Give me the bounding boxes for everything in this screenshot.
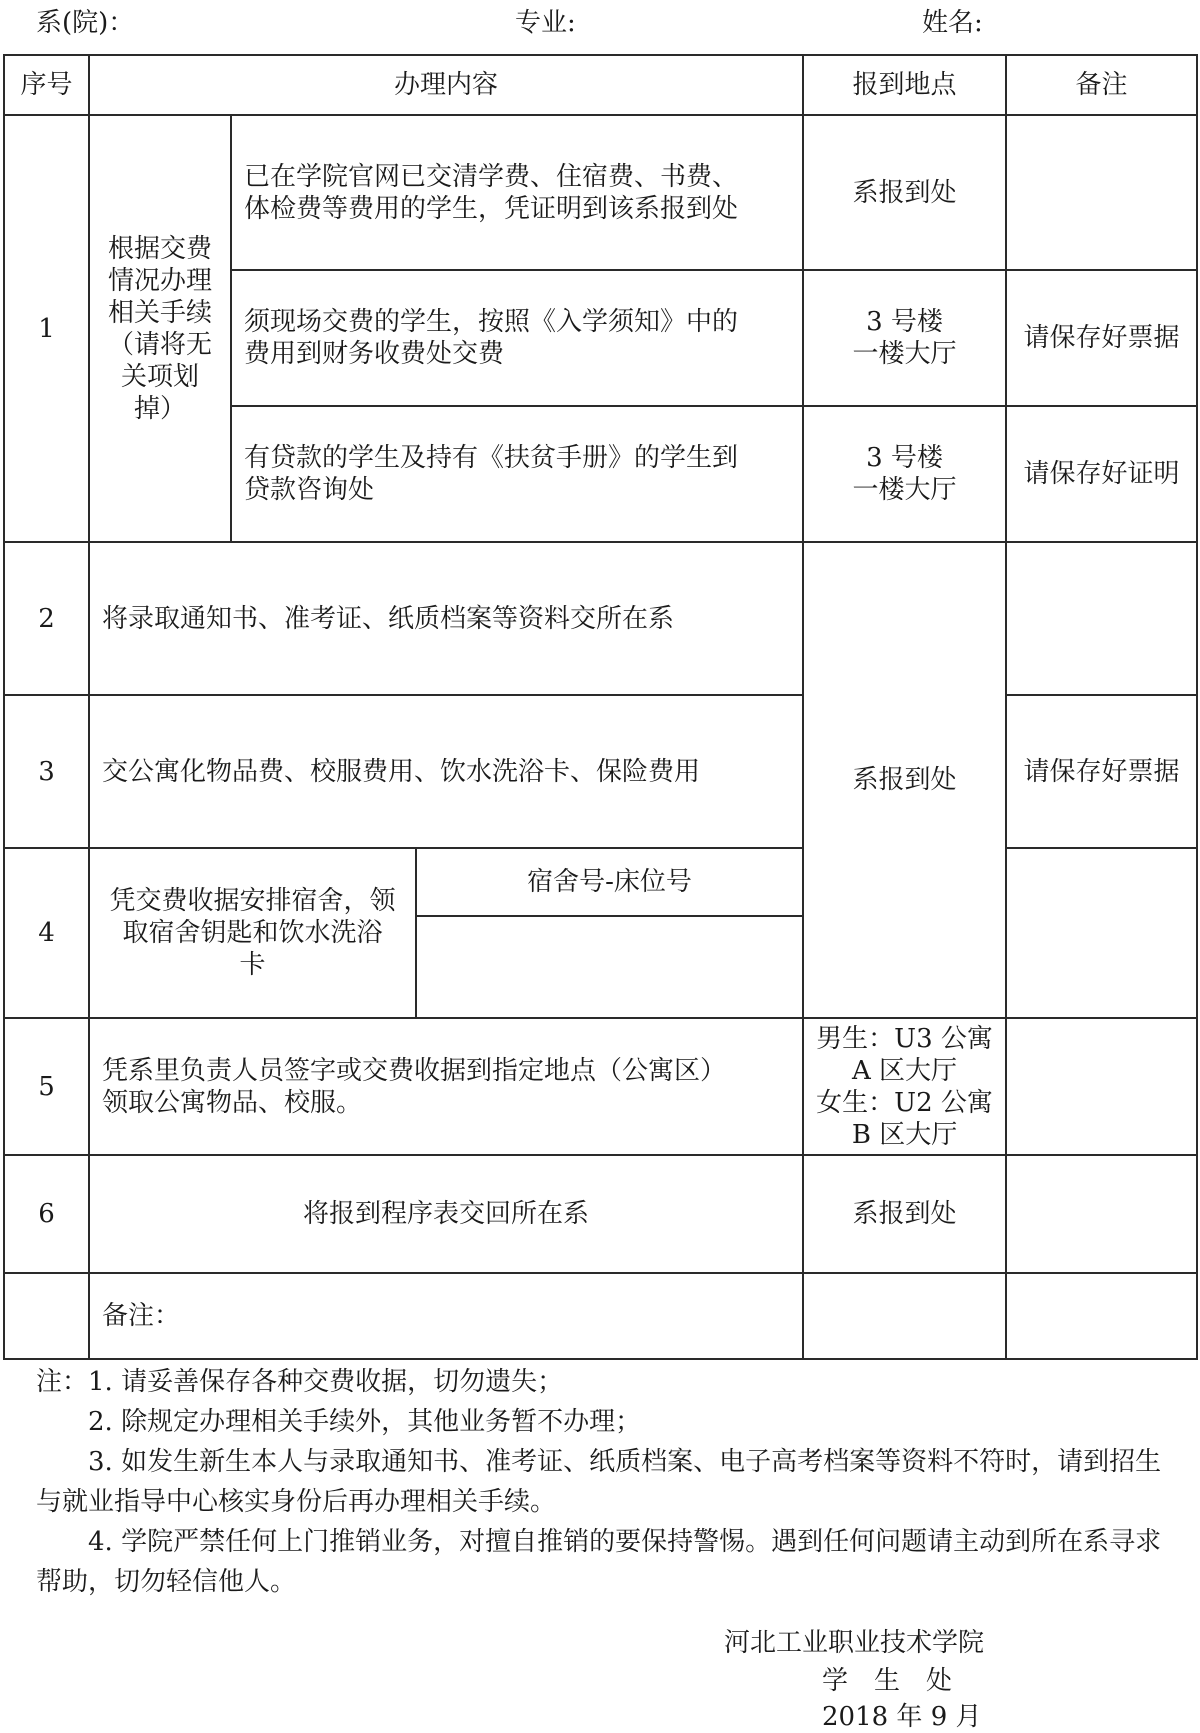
name-label: 姓名: [922,8,983,38]
item-location: 系报到处 [803,115,1006,270]
content-line: 领取公寓物品、校服。 [102,1087,363,1118]
major-label: 专业: [515,8,576,38]
table-row [4,695,1197,848]
note-item: 3. 如发生新生本人与录取通知书、准考证、纸质档案、电子高考档案等资料不符时，请到招生与就业指导中心核实身份后再办理相关手续。 [36,1447,1162,1517]
item-content [231,406,803,542]
header-number: 序号 [4,55,89,115]
item-content [89,848,416,1018]
location-line: A 区大厅 [852,1055,958,1086]
table-row [4,115,1197,270]
item-remark [1006,848,1197,1018]
content-line: 凭系里负责人员签字或交费收据到指定地点（公寓区） [102,1055,727,1086]
location-line: 一楼大厅 [852,339,957,369]
row-number: 6 [4,1155,89,1273]
row-number: 1 [4,115,89,542]
department-label: 系(院)： [36,8,135,38]
category-line: （请将无 [107,329,212,360]
note-item: 4. 学院严禁任何上门推销业务，对擅自推销的要保持警惕。遇到任何问题请主动到所在系寻求帮助，切勿轻信他人。 [36,1527,1162,1597]
row-number [4,1273,89,1359]
content-line: 取宿舍钥匙和饮水洗浴 [122,918,383,948]
remarks-content: 备注： [89,1273,803,1359]
content-line: 卡 [239,950,266,980]
row-number: 5 [4,1018,89,1155]
table-row [4,1273,1197,1359]
form-header [0,0,1200,40]
location-line: 女生：U2 公寓 [816,1087,993,1118]
table-row [4,1155,1197,1273]
row-number: 3 [4,695,89,848]
notes-section [36,1362,1166,1602]
content-line: 费用到财务收费处交费 [244,339,505,369]
item-remark [1006,1155,1197,1273]
table-row [4,848,1197,1018]
item-remark: 请保存好证明 [1006,406,1197,542]
item-content: 将报到程序表交回所在系 [89,1155,803,1273]
row-number: 4 [4,848,89,1018]
note-item: 2. 除规定办理相关手续外，其他业务暂不办理； [88,1407,642,1437]
dorm-assignment-cell [416,848,803,1018]
item-location: 系报到处 [803,542,1006,1018]
category-line: 相关手续 [107,297,212,328]
content-line: 已在学院官网已交清学费、住宿费、书费、 [244,161,739,192]
item-remark [1006,1273,1197,1359]
category-line: 关项划 [120,361,199,392]
table-header-row [4,55,1197,115]
content-line: 体检费等费用的学生，凭证明到该系报到处 [244,193,739,224]
content-line: 贷款咨询处 [244,475,375,505]
category-line: 根据交费 [107,233,212,264]
category-line: 掉） [133,393,186,424]
item-remark: 请保存好票据 [1006,695,1197,848]
item-location [803,1273,1006,1359]
item-content [231,115,803,270]
item-content: 交公寓化物品费、校服费用、饮水洗浴卡、保险费用 [89,695,803,848]
signature-office: 学 生 处 [822,1666,953,1696]
content-line: 有贷款的学生及持有《扶贫手册》的学生到 [244,443,739,473]
item-location: 系报到处 [803,1155,1006,1273]
category-line: 情况办理 [107,265,212,296]
item-remark [1006,115,1197,270]
content-line: 凭交费收据安排宿舍，领 [109,886,396,916]
item-content [231,270,803,406]
signature-date: 2018 年 9 月 [822,1702,982,1732]
header-content: 办理内容 [89,55,803,115]
location-line: 3 号楼 [866,443,943,473]
item-content: 将录取通知书、准考证、纸质档案等资料交所在系 [89,542,803,695]
content-line: 须现场交费的学生，按照《入学须知》中的 [244,307,739,337]
item-location [803,406,1006,542]
dorm-bed-label: 宿舍号-床位号 [417,849,802,917]
signature-institution: 河北工业职业技术学院 [724,1628,985,1658]
item-location [803,1018,1006,1155]
registration-procedure-table [3,54,1198,1360]
item-remark [1006,542,1197,695]
row-number: 2 [4,542,89,695]
item-location [803,270,1006,406]
header-location: 报到地点 [803,55,1006,115]
item-content [89,1018,803,1155]
note-item: 注：1. 请妥善保存各种交费收据，切勿遗失； [36,1367,564,1397]
header-remarks: 备注 [1006,55,1197,115]
location-line: 一楼大厅 [852,475,957,505]
table-row [4,1018,1197,1155]
location-line: 3 号楼 [866,307,943,337]
item-remark: 请保存好票据 [1006,270,1197,406]
fee-category-cell [89,115,231,542]
dorm-bed-entry [417,917,802,1017]
table-row [4,542,1197,695]
item-remark [1006,1018,1197,1155]
location-line: B 区大厅 [851,1119,958,1150]
location-line: 男生：U3 公寓 [816,1023,993,1054]
